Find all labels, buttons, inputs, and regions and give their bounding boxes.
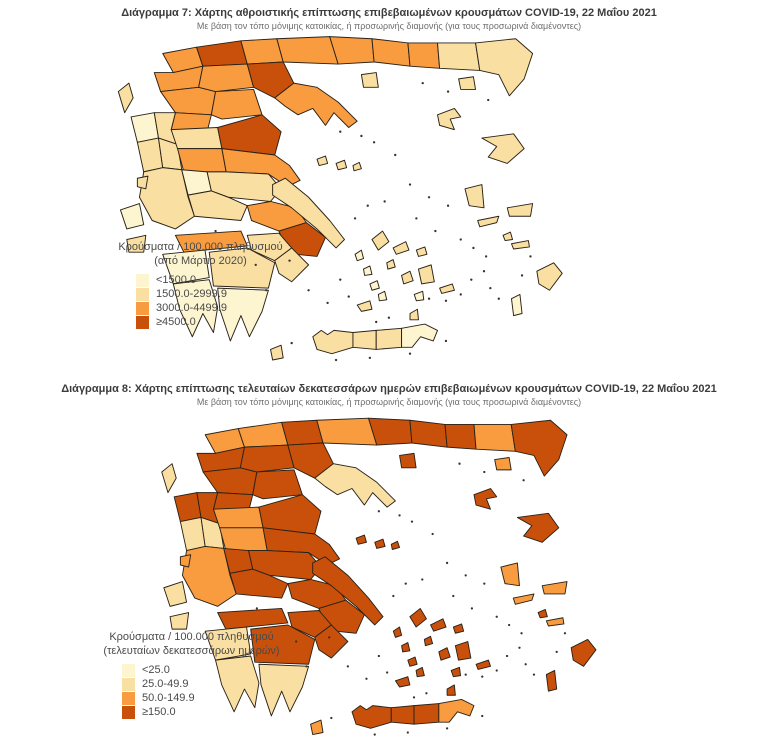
legend-title-line1: Κρούσματα / 100.000 πληθυσμού (118, 241, 283, 253)
region-chios (465, 185, 484, 208)
region-tinos (431, 619, 447, 631)
legend-label: ≥150.0 (142, 706, 176, 719)
region-kythira (311, 720, 323, 734)
legend-item (122, 664, 309, 677)
region-kos (511, 241, 529, 249)
legend-label: ≥4500.0 (156, 316, 196, 329)
region-rhodes (537, 263, 562, 290)
region-imathia (240, 445, 294, 472)
chart-subtitle-14day: Με βάση τον τόπο μόνιμης κατοικίας, ή προσωρινής διαμονής (για τους προσωρινά διαμένοντες) (196, 397, 582, 407)
region-trikala (213, 507, 263, 528)
region-rethymno (353, 330, 376, 349)
legend-swatch (122, 664, 135, 677)
legend-item (136, 302, 313, 315)
legend-label: <1500.0 (156, 274, 197, 287)
region-samothraki (495, 457, 512, 469)
region-xanthi (408, 43, 440, 68)
legend-label: 50.0-149.9 (142, 692, 195, 705)
region-kalymnos (538, 609, 547, 617)
region-kos (546, 618, 564, 626)
region-chania (352, 706, 391, 729)
region-santorini (447, 685, 455, 695)
region-kozani (161, 87, 216, 114)
region-lefkada (180, 555, 190, 567)
region-kea (393, 627, 401, 637)
region-samos (542, 582, 567, 594)
region-mykonos (416, 247, 427, 257)
region-santorini (410, 309, 418, 320)
region-skopelos (336, 160, 347, 170)
region-naxos (418, 265, 434, 284)
region-kythira (271, 345, 284, 360)
region-pella (238, 422, 288, 447)
region-lemnos (474, 489, 497, 510)
legend-item (122, 706, 309, 719)
region-trikala (171, 127, 222, 148)
chart-title-cumulative: Διάγραμμα 7: Χάρτης αθροιστικής επίπτωσης επιβεβαιωμένων κρουσμάτων COVID-19, 22 Μαΐου 2021 (121, 7, 657, 19)
region-thasos (361, 73, 378, 88)
region-ikaria (478, 216, 499, 227)
region-chania (313, 330, 353, 353)
legend-swatch (136, 288, 149, 301)
region-chalkidiki (275, 83, 357, 127)
region-ikaria (513, 594, 534, 604)
region-naxos (455, 642, 471, 661)
region-ios (451, 667, 460, 676)
region-lefkada (137, 176, 148, 189)
region-samos (507, 204, 532, 217)
legend-items (136, 274, 313, 329)
region-evros (476, 39, 533, 96)
legend-item (122, 678, 309, 691)
region-chios (501, 563, 520, 586)
region-amorgos (440, 284, 455, 294)
legend-swatch (136, 302, 149, 315)
region-rethymno (391, 706, 414, 725)
region-paros (402, 271, 414, 284)
legend-item (136, 274, 313, 287)
region-serres (277, 37, 338, 64)
legend-swatch (122, 706, 135, 719)
region-andros (410, 608, 427, 627)
region-sifnos (416, 667, 424, 676)
region-karditsa (178, 149, 227, 172)
region-lesbos (517, 513, 558, 542)
region-corfu (162, 464, 176, 493)
region-kea (355, 250, 363, 261)
legend-label: 3000.0-4499.9 (156, 302, 227, 315)
chart-subtitle-cumulative: Με βάση τον τόπο μόνιμης κατοικίας, ή προσωρινής διαμονής (για τους προσωρινά διαμένοντες) (196, 21, 582, 31)
region-skiathos (317, 156, 328, 166)
region-corfu (118, 83, 133, 113)
legend-items (122, 664, 309, 719)
region-kavala (372, 39, 410, 66)
region-skopelos (375, 539, 385, 548)
legend-title (74, 630, 309, 659)
region-rhodes (571, 639, 596, 666)
region-evros (511, 420, 567, 476)
region-heraklion (414, 704, 439, 725)
region-lemnos (438, 108, 461, 129)
legend-swatch (136, 316, 149, 329)
region-zakynthos (170, 613, 189, 630)
region-xanthi (445, 424, 476, 449)
region-mykonos (453, 624, 463, 633)
legend-14day (74, 630, 309, 720)
region-samothraki (459, 77, 476, 90)
region-imathia (199, 64, 254, 91)
chart-title-14day: Διάγραμμα 8: Χάρτης επίπτωσης τελευταίων δεκατεσσάρων ημερών επιβεβαιωμένων κρουσμάτων COVID-19, 22 Μαΐου 2021 (61, 383, 717, 395)
region-tinos (393, 242, 409, 255)
region-serifos (408, 657, 417, 666)
region-lasithi (402, 324, 438, 347)
legend-item (136, 316, 313, 329)
chart-section-cumulative (0, 0, 778, 376)
legend-cumulative (88, 240, 313, 330)
region-thesprotia (174, 493, 201, 522)
region-andros (372, 231, 389, 250)
region-pieria (211, 89, 262, 119)
legend-swatch (136, 274, 149, 287)
legend-label: <25.0 (142, 664, 170, 677)
region-kythnos (364, 266, 372, 276)
region-kythnos (402, 643, 410, 652)
region-syros (387, 260, 395, 270)
region-milos (357, 301, 372, 312)
region-ios (414, 291, 424, 301)
region-karditsa (220, 528, 268, 551)
region-kavala (410, 420, 447, 447)
legend-swatch (122, 678, 135, 691)
legend-swatch (122, 692, 135, 705)
region-serifos (370, 281, 380, 291)
region-karpathos (546, 670, 556, 691)
legend-item (136, 288, 313, 301)
region-kilkis (241, 39, 283, 64)
region-sifnos (378, 291, 386, 301)
region-amorgos (476, 660, 490, 669)
region-kozani (203, 468, 257, 495)
region-serres (317, 418, 377, 445)
region-thesprotia (131, 113, 158, 143)
region-heraklion (376, 328, 401, 349)
region-pella (197, 41, 248, 66)
region-rodopi (474, 424, 515, 451)
region-lasithi (439, 699, 474, 722)
legend-item (122, 692, 309, 705)
region-rodopi (438, 43, 480, 70)
chart-section-14day (0, 376, 778, 752)
region-skiathos (356, 535, 366, 544)
region-alonnisos (353, 162, 361, 170)
region-alonnisos (391, 541, 399, 549)
region-lesbos (482, 134, 524, 164)
region-kefalonia (164, 582, 187, 607)
legend-label: 25.0-49.9 (142, 678, 189, 691)
region-thasos (400, 453, 417, 467)
legend-title-line2: (από Μάρτιο 2020) (154, 255, 247, 268)
legend-title (88, 240, 313, 269)
legend-title-line1: Κρούσματα / 100.000 πληθυσμού (109, 631, 274, 643)
region-paros (439, 648, 450, 660)
legend-label: 1500.0-2999.9 (156, 288, 227, 301)
region-syros (424, 636, 432, 645)
region-kalymnos (503, 232, 513, 240)
region-karpathos (511, 294, 522, 315)
region-kilkis (282, 420, 323, 445)
region-milos (395, 677, 409, 687)
region-pieria (253, 470, 303, 499)
region-chalkidiki (315, 464, 396, 507)
region-kefalonia (120, 204, 143, 229)
legend-title-line2: (τελευταίων δεκατεσσάρων ημερών) (103, 645, 280, 658)
